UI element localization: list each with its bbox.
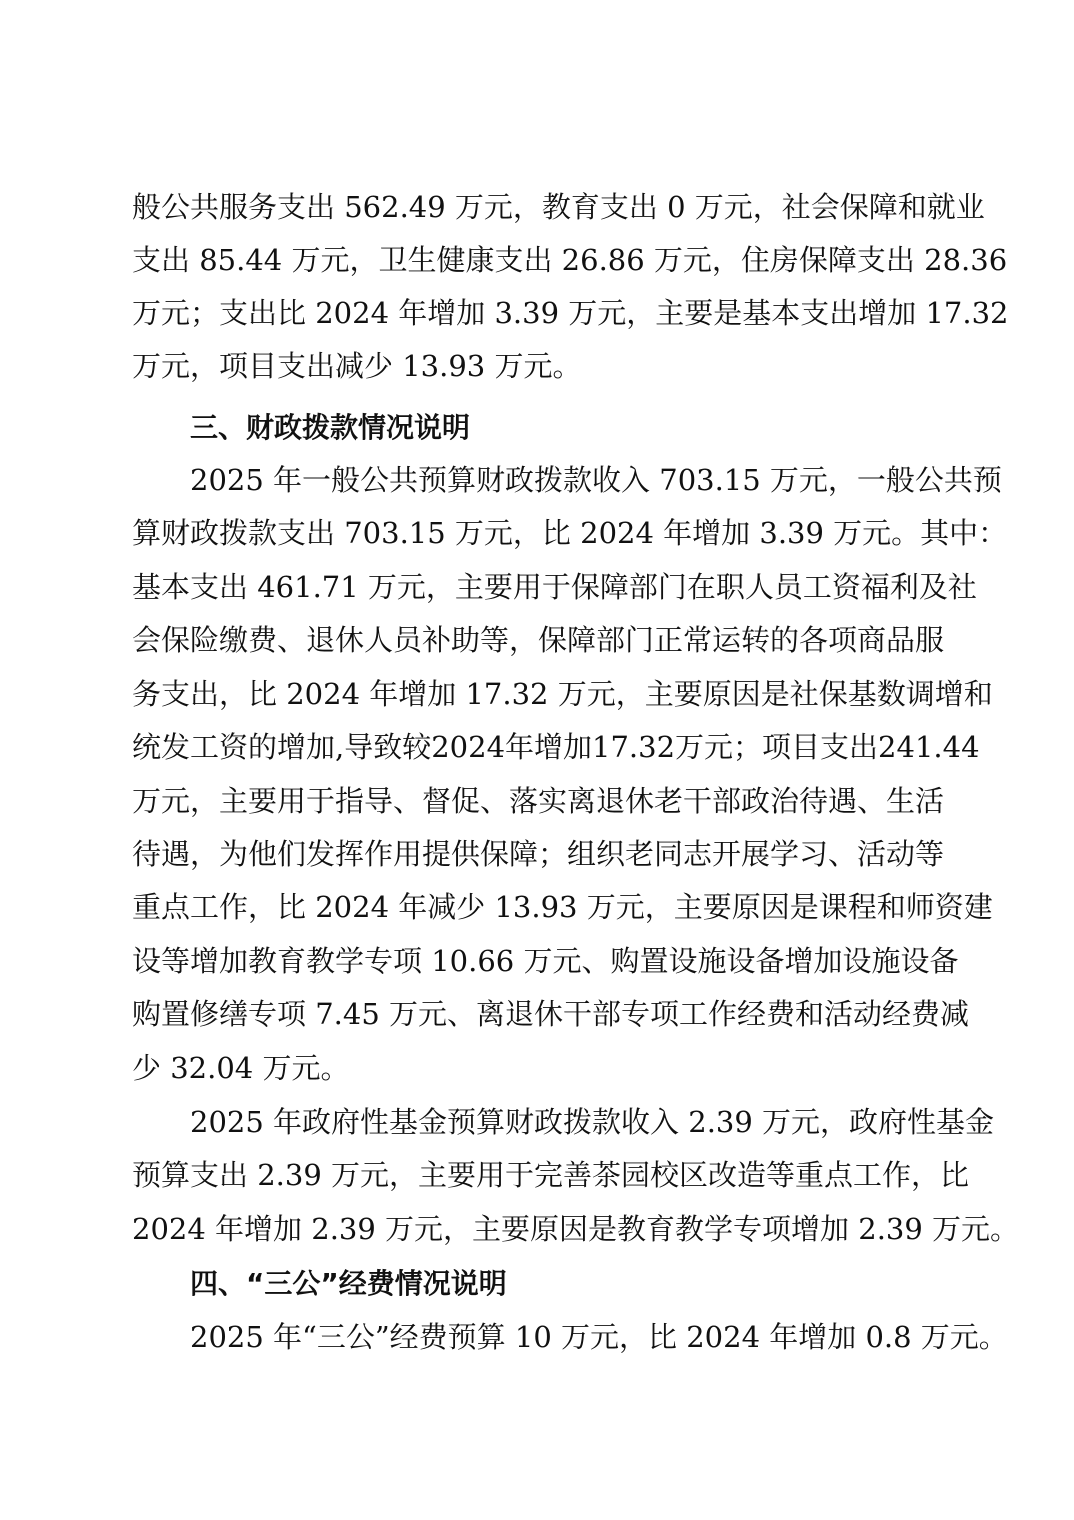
text-line: 2025 年“三公”经费预算 10 万元，比 2024 年增加 0.8 万元。	[190, 1320, 1008, 1354]
section-heading-fiscal-appropriation: 三、财政拨款情况说明	[190, 411, 471, 444]
text-line: 设等增加教育教学专项 10.66 万元、购置设施设备增加设施设备	[132, 944, 959, 978]
text-line: 重点工作，比 2024 年减少 13.93 万元，主要原因是课程和师资建	[132, 890, 993, 924]
text-line: 购置修缮专项 7.45 万元、离退休干部专项工作经费和活动经费减	[132, 997, 970, 1031]
text-line: 般公共服务支出 562.49 万元，教育支出 0 万元，社会保障和就业	[132, 190, 985, 224]
text-line: 务支出，比 2024 年增加 17.32 万元，主要原因是社保基数调增和	[132, 677, 993, 711]
section-heading-three-public-expenses: 四、“三公”经费情况说明	[190, 1267, 507, 1300]
text-line: 预算支出 2.39 万元，主要用于完善茶园校区改造等重点工作，比	[132, 1158, 970, 1192]
text-line: 统发工资的增加,导致较2024年增加17.32万元；项目支出241.44	[132, 730, 980, 764]
text-line: 万元，主要用于指导、督促、落实离退休老干部政治待遇、生活	[132, 784, 945, 818]
text-line: 会保险缴费、退休人员补助等，保障部门正常运转的各项商品服	[132, 623, 945, 657]
text-line: 待遇，为他们发挥作用提供保障；组织老同志开展学习、活动等	[132, 837, 945, 871]
text-line: 万元，项目支出减少 13.93 万元。	[132, 349, 582, 383]
text-line: 基本支出 461.71 万元，主要用于保障部门在职人员工资福利及社	[132, 570, 977, 604]
text-line: 少 32.04 万元。	[132, 1051, 350, 1085]
text-line: 万元；支出比 2024 年增加 3.39 万元，主要是基本支出增加 17.32	[132, 296, 1009, 330]
text-line: 2024 年增加 2.39 万元，主要原因是教育教学专项增加 2.39 万元。	[132, 1212, 1020, 1246]
text-line: 2025 年一般公共预算财政拨款收入 703.15 万元，一般公共预	[190, 463, 1002, 497]
text-line: 算财政拨款支出 703.15 万元，比 2024 年增加 3.39 万元。其中：	[132, 516, 1008, 550]
text-line: 2025 年政府性基金预算财政拨款收入 2.39 万元，政府性基金	[190, 1105, 995, 1139]
text-line: 支出 85.44 万元，卫生健康支出 26.86 万元，住房保障支出 28.36	[132, 243, 1008, 277]
